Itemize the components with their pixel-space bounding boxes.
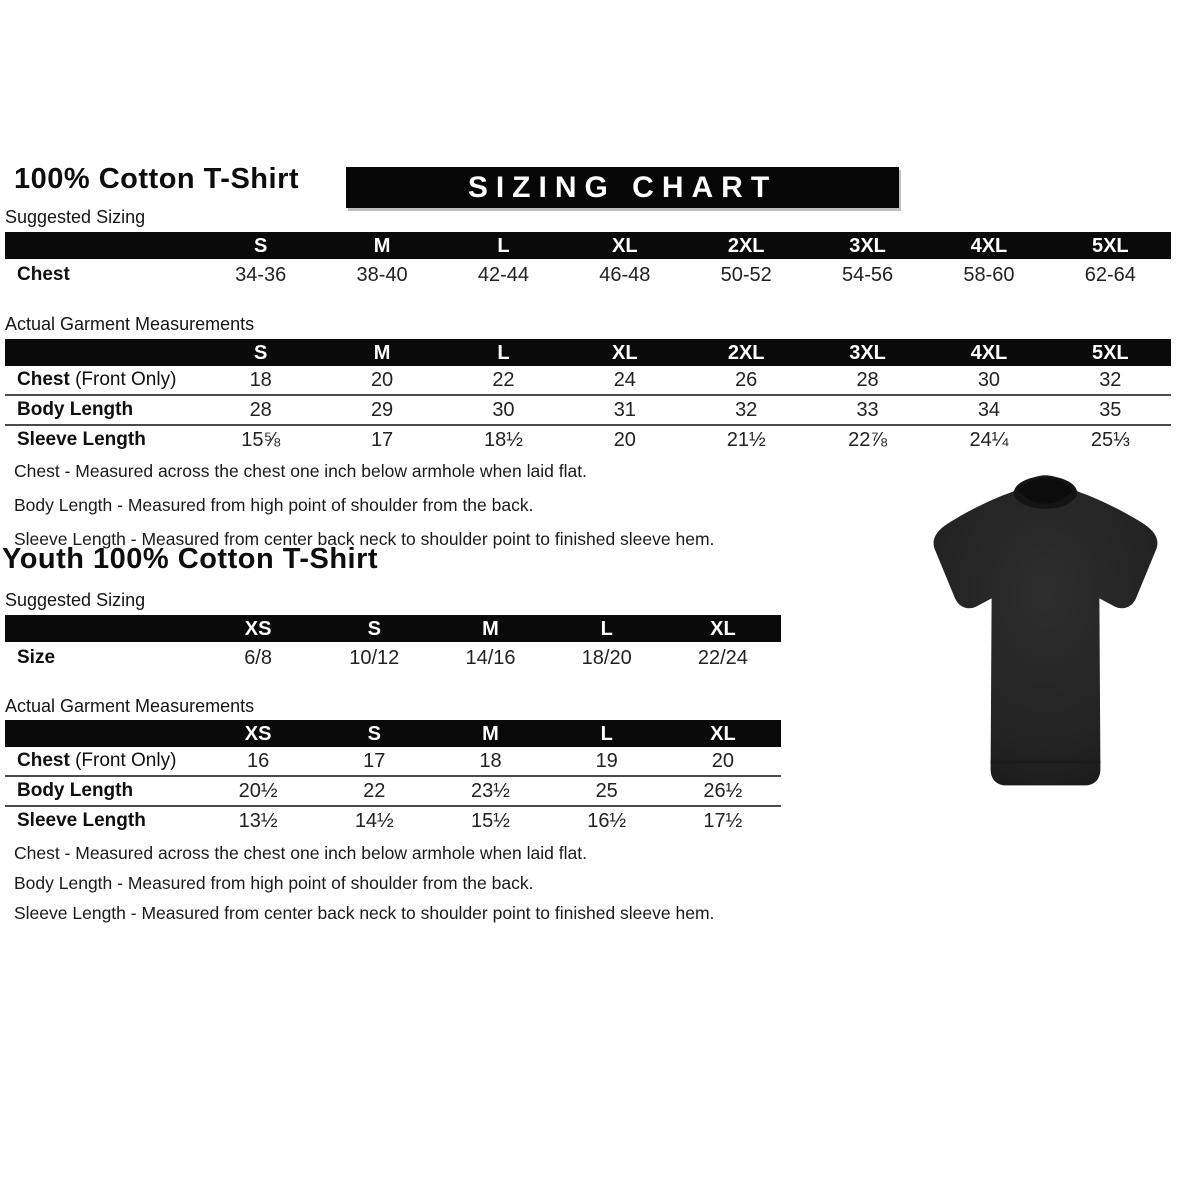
measurement-cell: 29 bbox=[370, 398, 394, 421]
table-row bbox=[5, 366, 1171, 394]
table-row bbox=[5, 747, 781, 775]
table-header bbox=[5, 720, 781, 747]
measurement-cell: 33 bbox=[856, 398, 879, 421]
measurement-cell: 21½ bbox=[726, 428, 766, 451]
table-row bbox=[5, 424, 1171, 454]
measurement-cell: 22/24 bbox=[697, 646, 748, 669]
measurement-cell: 24 bbox=[613, 368, 636, 391]
measurement-cell: 28 bbox=[249, 398, 272, 421]
table-header bbox=[5, 339, 1171, 366]
column-header: M bbox=[482, 617, 499, 640]
youth-actual-measurements-label: Actual Garment Measurements bbox=[5, 696, 255, 716]
column-header: 4XL bbox=[970, 234, 1008, 257]
measurement-cell: 23½ bbox=[471, 779, 510, 802]
measurement-cell: 6/8 bbox=[244, 646, 272, 669]
column-header: 4XL bbox=[970, 341, 1008, 364]
note-sleeve-length: Sleeve Length - Measured from center back neck to shoulder point to finished sleeve hem. bbox=[14, 903, 715, 923]
measurement-cell: 54-56 bbox=[841, 263, 894, 286]
measurement-cell: 17½ bbox=[703, 809, 743, 832]
row-label: Sleeve Length bbox=[17, 810, 146, 831]
tshirt-body bbox=[934, 475, 1158, 785]
table-row bbox=[5, 259, 1171, 291]
column-header: L bbox=[600, 722, 613, 745]
column-header: 2XL bbox=[727, 341, 765, 364]
measurement-cell: 18 bbox=[479, 749, 502, 772]
note-sleeve-length: Sleeve Length - Measured from center back neck to shoulder point to finished sleeve hem. bbox=[14, 529, 715, 549]
measurement-cell: 30 bbox=[492, 398, 515, 421]
measurement-cell: 22⅞ bbox=[848, 428, 888, 451]
row-label: Sleeve Length bbox=[17, 429, 146, 450]
measurement-cell: 28 bbox=[856, 368, 879, 391]
column-header: S bbox=[367, 617, 381, 640]
note-body-length: Body Length - Measured from high point of shoulder from the back. bbox=[14, 495, 534, 515]
table-row bbox=[5, 775, 781, 805]
measurement-cell: 20 bbox=[711, 749, 735, 772]
column-header: L bbox=[600, 617, 613, 640]
measurement-cell: 20 bbox=[370, 368, 394, 391]
measurement-cell: 16½ bbox=[587, 809, 627, 832]
column-header: 3XL bbox=[849, 341, 886, 364]
measurement-cell: 17 bbox=[370, 428, 394, 451]
sizing-chart-banner: SIZING CHART bbox=[346, 167, 899, 208]
measurement-cell: 16 bbox=[246, 749, 270, 772]
tshirt-image bbox=[893, 466, 1198, 814]
note-body-length: Body Length - Measured from high point of shoulder from the back. bbox=[14, 873, 534, 893]
column-header: 3XL bbox=[849, 234, 886, 257]
measurement-cell: 18 bbox=[249, 368, 272, 391]
measurement-cell: 10/12 bbox=[349, 646, 400, 669]
measurement-cell: 32 bbox=[735, 398, 758, 421]
table-header bbox=[5, 615, 781, 642]
note-chest: Chest - Measured across the chest one inch below armhole when laid flat. bbox=[14, 461, 587, 481]
column-header: M bbox=[373, 234, 391, 257]
measurement-cell: 26 bbox=[735, 368, 758, 391]
measurement-cell: 58-60 bbox=[963, 263, 1015, 286]
measurement-cell: 38-40 bbox=[356, 263, 408, 286]
measurement-cell: 22 bbox=[363, 779, 386, 802]
measurement-cell: 42-44 bbox=[477, 263, 530, 286]
column-header: XL bbox=[612, 341, 638, 364]
measurement-cell: 18½ bbox=[483, 428, 523, 451]
row-label: Size bbox=[17, 647, 56, 668]
measurement-cell: 20 bbox=[613, 428, 636, 451]
row-label: Chest (Front Only) bbox=[17, 750, 177, 771]
page-title: 100% Cotton T-Shirt bbox=[14, 163, 300, 195]
youth-actual-measurements-table bbox=[5, 720, 781, 835]
column-header: 5XL bbox=[1091, 234, 1129, 257]
measurement-cell: 46-48 bbox=[599, 263, 651, 286]
column-header: M bbox=[373, 341, 391, 364]
measurement-cell: 62-64 bbox=[1084, 263, 1136, 286]
measurement-cell: 20½ bbox=[238, 779, 278, 802]
column-header: XS bbox=[244, 617, 272, 640]
column-header: S bbox=[367, 722, 381, 745]
measurement-cell: 50-52 bbox=[720, 263, 772, 286]
measurement-cell: 17 bbox=[363, 749, 386, 772]
measurement-cell: 15½ bbox=[471, 809, 510, 832]
measurement-cell: 30 bbox=[977, 368, 1001, 391]
measurement-cell: 22 bbox=[492, 368, 515, 391]
youth-suggested-sizing-table bbox=[5, 615, 781, 674]
measurement-cell: 31 bbox=[613, 398, 636, 421]
note-chest: Chest - Measured across the chest one inch below armhole when laid flat. bbox=[14, 843, 587, 863]
column-header: S bbox=[254, 234, 268, 257]
adult-suggested-sizing-label: Suggested Sizing bbox=[5, 207, 146, 227]
adult-actual-measurements-label: Actual Garment Measurements bbox=[5, 314, 255, 334]
measurement-cell: 26½ bbox=[703, 779, 743, 802]
measurement-cell: 15⅝ bbox=[241, 428, 281, 451]
column-header: M bbox=[482, 722, 499, 745]
youth-section-title: Youth 100% Cotton T-Shirt bbox=[2, 543, 379, 575]
column-header: 5XL bbox=[1091, 341, 1129, 364]
youth-suggested-sizing-label: Suggested Sizing bbox=[5, 590, 146, 610]
row-label: Body Length bbox=[17, 780, 134, 801]
measurement-cell: 34 bbox=[977, 398, 1001, 421]
measurement-cell: 25 bbox=[595, 779, 618, 802]
column-header: L bbox=[497, 341, 510, 364]
row-label: Chest (Front Only) bbox=[17, 369, 177, 390]
column-header: XL bbox=[710, 617, 736, 640]
table-header bbox=[5, 232, 1171, 259]
column-header: XS bbox=[244, 722, 272, 745]
column-header: L bbox=[497, 234, 510, 257]
measurement-cell: 13½ bbox=[238, 809, 278, 832]
column-header: XL bbox=[612, 234, 638, 257]
measurement-cell: 35 bbox=[1099, 398, 1122, 421]
measurement-cell: 14½ bbox=[354, 809, 394, 832]
measurement-cell: 25⅓ bbox=[1090, 428, 1130, 451]
measurement-cell: 24¼ bbox=[969, 428, 1009, 451]
measurement-cell: 34-36 bbox=[235, 263, 287, 286]
adult-actual-measurements-table bbox=[5, 339, 1171, 454]
table-row bbox=[5, 642, 781, 674]
column-header: XL bbox=[710, 722, 736, 745]
measurement-cell: 14/16 bbox=[465, 646, 516, 669]
column-header: 2XL bbox=[727, 234, 765, 257]
youth-measurement-notes bbox=[14, 843, 714, 933]
adult-suggested-sizing-table bbox=[5, 232, 1171, 291]
measurement-cell: 18/20 bbox=[581, 646, 632, 669]
table-row bbox=[5, 805, 781, 835]
measurement-cell: 32 bbox=[1099, 368, 1122, 391]
row-label: Chest bbox=[17, 264, 70, 285]
table-row bbox=[5, 394, 1171, 424]
column-header: S bbox=[254, 341, 268, 364]
row-label: Body Length bbox=[17, 399, 134, 420]
measurement-cell: 19 bbox=[595, 749, 618, 772]
